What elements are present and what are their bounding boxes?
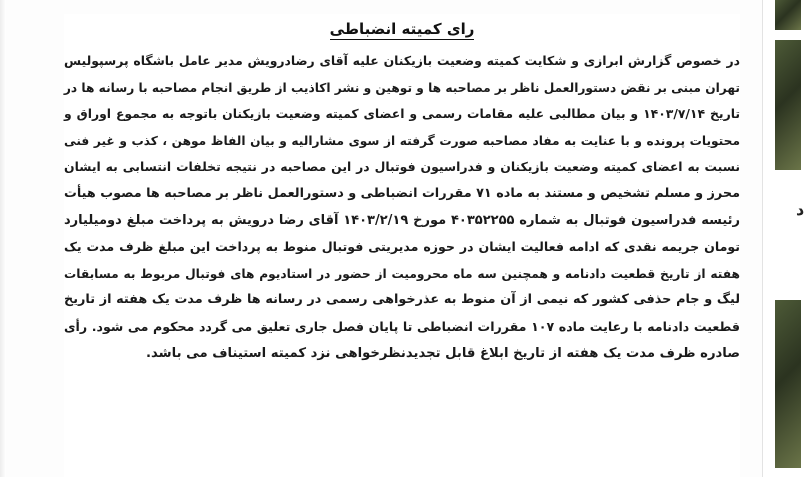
document-line: صادره ظرف مدت یک هفته از تاریخ ابلاغ قابل تجدیدنظرخواهی نزد کمیته استیناف می باشد. (146, 345, 740, 361)
left-edge-shadow (0, 0, 6, 477)
document-line: تومان جریمه نقدی که ادامه فعالیت ایشان در حوزه مدیریتی فوتبال منوط به پرداخت این مبلغ ظرف مدت یک (64, 239, 740, 255)
document-line: نسبت به اعضای کمیته وضعیت بازیکنان و فدراسیون فوتبال در این مصاحبه در نتیجه تخلفات انتسابی به ایشان (64, 159, 740, 175)
document-line: رئیسه فدراسیون فوتبال به شماره ۴۰۳۵۲۲۵۵ مورخ ۱۴۰۳/۲/۱۹ آقای رضا درویش به پرداخت مبلغ دومیلیارد (64, 212, 740, 228)
right-side-strip (762, 0, 804, 477)
document-title (64, 20, 740, 38)
document-sheet (64, 14, 740, 477)
side-photo-thumbnail[interactable] (775, 300, 801, 468)
side-photo-thumbnail[interactable] (775, 40, 801, 170)
side-photo-thumbnail[interactable] (775, 0, 801, 30)
document-line: محرز و مسلم تشخیص و مستند به ماده ۷۱ مقررات انضباطی و دستورالعمل ناظر بر مصاحبه ها مصوب هیأت (64, 185, 740, 201)
document-line: تاریخ ۱۴۰۳/۷/۱۴ و بیان مطالبی علیه مقامات رسمی و اعضای کمیته وضعیت بازیکنان باتوجه به مجموع اوراق و (64, 106, 741, 122)
document-title-text: رای کمیته انضباطی (329, 20, 475, 38)
document-line: محتویات پرونده و با عنایت به مفاد مصاحبه صورت گرفته از سوی مشارالیه و بیان الفاظ موهن ، کذب و غیر فنی (64, 133, 740, 148)
document-line: قطعیت دادنامه با رعایت ماده ۱۰۷ مقررات انضباطی تا پایان فصل جاری تعلیق می گردد محکوم می شود. رأی (64, 318, 740, 334)
document-body (64, 48, 740, 367)
document-line: لیگ و جام حذفی کشور که نیمی از آن منوط به عذرخواهی رسمی در رسانه ها ظرف مدت یک هفته از تاریخ (64, 292, 740, 308)
document-line: هفته از تاریخ قطعیت دادنامه و همچنین سه ماه محرومیت از حضور در استادیوم های فوتبال مربوط به مسابقات (64, 266, 740, 281)
document-line: تهران مبنی بر نقض دستورالعمل ناظر بر مصاحبه ها و توهین و نشر اکاذیب از طریق انجام مصاحبه با رسانه ها در (63, 80, 740, 95)
side-strip-text: د (796, 200, 804, 219)
document-line: در خصوص گزارش ابرازی و شکایت کمیته وضعیت بازیکنان علیه آقای رضادرویش مدیر عامل باشگاه پرسپولیس (64, 53, 740, 68)
